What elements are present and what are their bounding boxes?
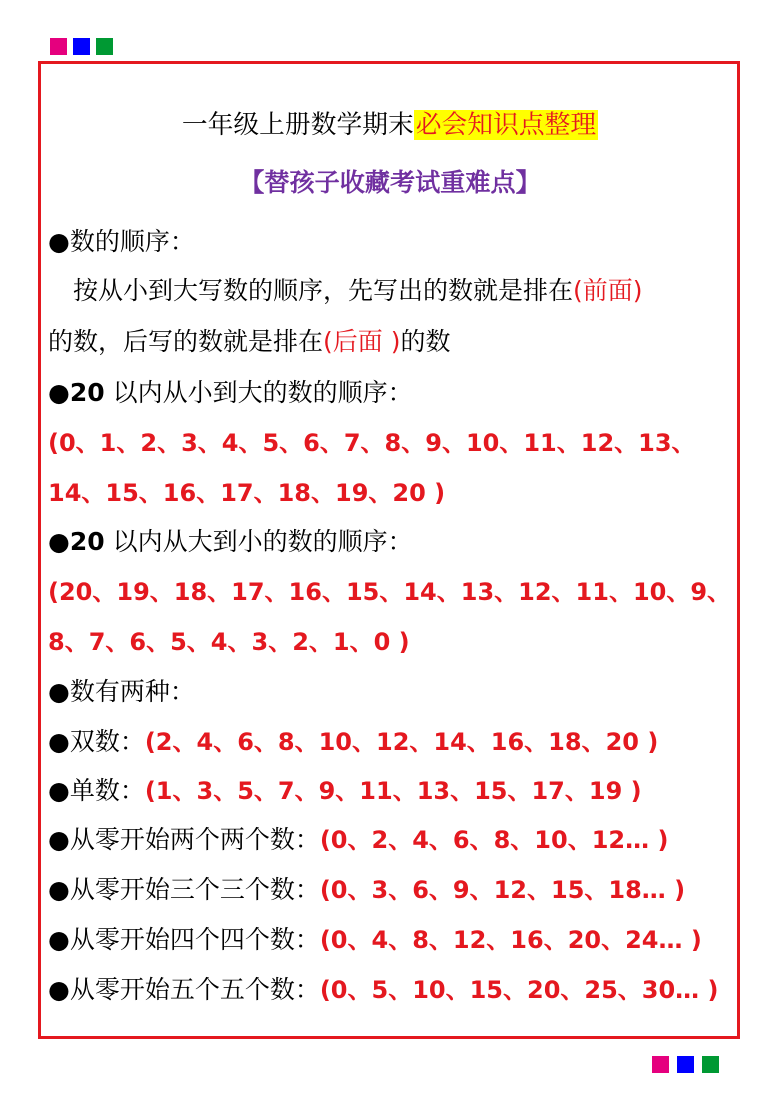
order-line-1-text: 按从小到大写数的顺序，先写出的数就是排在	[48, 276, 574, 305]
corner-square-green-top	[96, 38, 113, 55]
page-title	[0, 99, 780, 149]
ascending-heading-number: 20	[69, 378, 105, 407]
odd-numbers-label: ●单数：	[48, 776, 145, 805]
odd-numbers-values: (1、3、5、7、9、11、13、15、17、19 )	[144, 777, 642, 805]
count-by-four-label: ●从零开始四个四个数：	[48, 925, 320, 954]
corner-square-red-bottom	[652, 1056, 669, 1073]
count-by-three-label: ●从零开始三个三个数：	[48, 875, 320, 904]
odd-numbers-row	[48, 769, 642, 813]
count-by-two-row	[48, 818, 668, 862]
corner-square-blue-top	[73, 38, 90, 55]
order-heading: ●数的顺序：	[48, 227, 195, 256]
count-by-three-values: (0、3、6、9、12、15、18… )	[319, 876, 686, 904]
title-main: 一年级上册数学期末	[181, 110, 414, 140]
count-by-five-label: ●从零开始五个五个数：	[48, 975, 320, 1004]
descending-heading-number: 20	[69, 527, 105, 556]
descending-sequence-line-2: 8、7、6、5、4、3、2、1、0 )	[48, 628, 410, 656]
corner-square-red-top	[50, 38, 67, 55]
count-by-five-values: (0、5、10、15、20、25、30… )	[319, 976, 719, 1004]
count-by-three-row	[48, 868, 685, 912]
title-highlight: 必会知识点整理	[415, 110, 597, 140]
count-by-five-row	[48, 968, 719, 1012]
order-answer-back: (后面 )	[323, 327, 401, 356]
order-line-2-prefix: 的数，后写的数就是排在	[48, 327, 324, 356]
even-numbers-values: (2、4、6、8、10、12、14、16、18、20 )	[144, 728, 659, 756]
ascending-sequence-line-2: 14、15、16、17、18、19、20 )	[48, 479, 446, 507]
order-line-1	[48, 269, 643, 313]
count-by-two-label: ●从零开始两个两个数：	[48, 825, 320, 854]
count-by-four-values: (0、4、8、12、16、20、24… )	[319, 926, 702, 954]
count-by-four-row	[48, 918, 702, 962]
descending-heading	[48, 520, 413, 564]
corner-square-blue-bottom	[677, 1056, 694, 1073]
ascending-sequence-line-1: (0、1、2、3、4、5、6、7、8、9、10、11、12、13、	[48, 429, 696, 457]
order-line-2-suffix: 的数	[400, 327, 451, 356]
even-numbers-label: ●双数：	[48, 727, 145, 756]
descending-sequence-line-1: (20、19、18、17、16、15、14、13、12、11、10、9、	[48, 578, 732, 606]
order-line-2	[48, 320, 451, 364]
corner-square-green-bottom	[702, 1056, 719, 1073]
ascending-bullet: ●	[48, 378, 70, 407]
page-subtitle: 【替孩子收藏考试重难点】	[239, 167, 541, 197]
order-answer-front: (前面)	[573, 276, 643, 305]
descending-heading-text: 以内从大到小的数的顺序：	[104, 527, 413, 556]
ascending-heading-text: 以内从小到大的数的顺序：	[104, 378, 413, 407]
number-kinds-heading: ●数有两种：	[48, 677, 195, 706]
descending-bullet: ●	[48, 527, 70, 556]
count-by-two-values: (0、2、4、6、8、10、12… )	[319, 826, 669, 854]
ascending-heading	[48, 371, 413, 415]
even-numbers-row	[48, 720, 658, 764]
